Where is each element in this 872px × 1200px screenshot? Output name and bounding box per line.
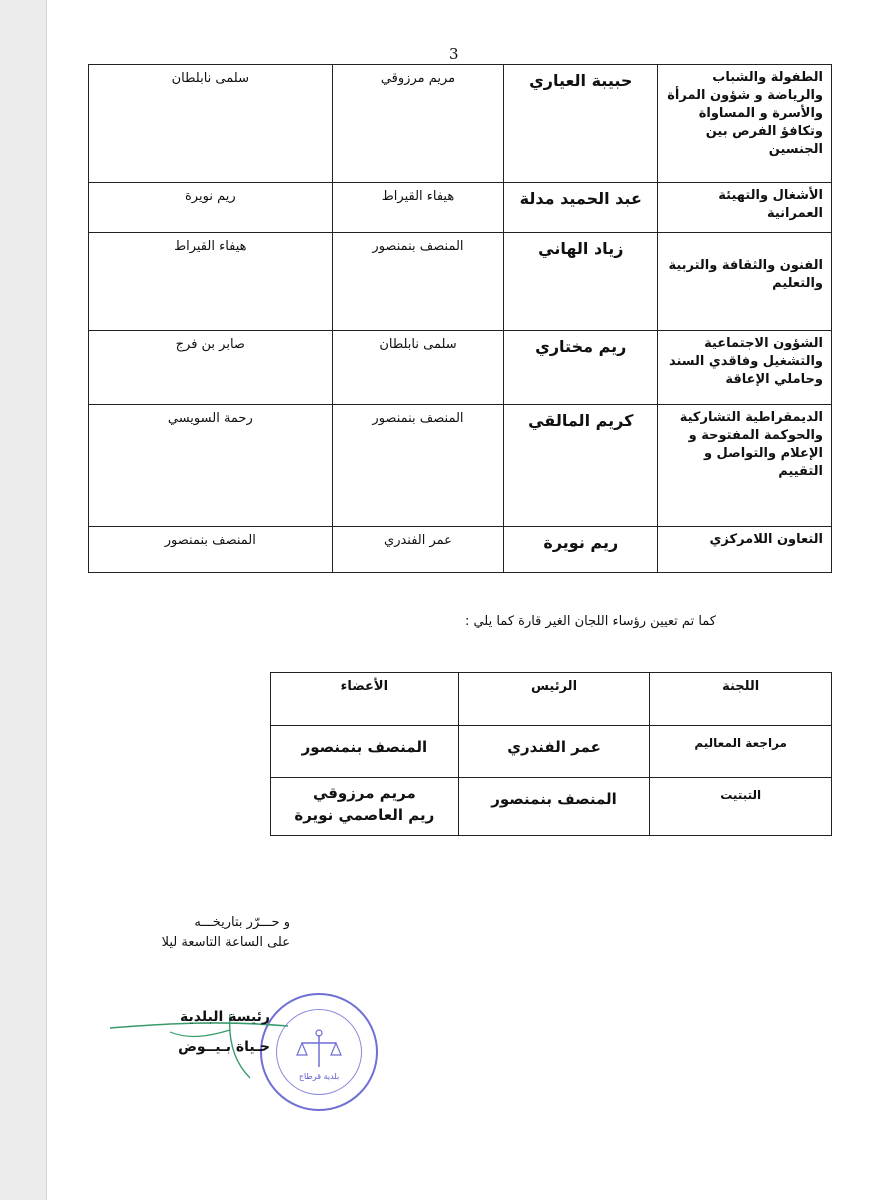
committee-member: المنصف بنمنصور — [89, 527, 333, 573]
committee-member: المنصف بنمنصور — [271, 726, 459, 778]
signer-title: رئيسة البلدية — [180, 1009, 270, 1025]
committee-chair: ريم نويرة — [504, 527, 658, 573]
committee-member: سلمى نابلطان — [89, 65, 333, 183]
committee-member: سلمى نابلطان — [332, 331, 504, 405]
committee-chair: ريم مختاري — [504, 331, 658, 405]
committee-member: المنصف بنمنصور — [332, 233, 504, 331]
table-row — [89, 527, 832, 573]
signature-block — [148, 1002, 270, 1062]
committee-chair: عبد الحميد مدلة — [504, 183, 658, 233]
closing-line: و حـــرّر بتاريخـــه — [194, 915, 290, 930]
temporary-committees-table — [270, 672, 832, 836]
committee-chair: زياد الهاني — [504, 233, 658, 331]
committee-chair: المنصف بنمنصور — [458, 778, 650, 836]
committee-member: هيفاء القيراط — [89, 233, 333, 331]
committee-name: الأشغال والتهيئة العمرانية — [658, 183, 832, 233]
committee-members — [271, 778, 459, 836]
temporary-committees-intro: كما تم تعيين رؤساء اللجان الغير قارة كما يلي : — [464, 614, 716, 629]
committee-name: الديمقراطية التشاركية والحوكمة المفتوحة و الإعلام والتواصل و التقييم — [658, 405, 832, 527]
committee-chair: كريم المالقي — [504, 405, 658, 527]
committee-member: عمر الفندري — [332, 527, 504, 573]
table-row — [89, 65, 832, 183]
committee-name: التبتيت — [650, 778, 832, 836]
table-row — [89, 405, 832, 527]
header-chair: الرئيس — [458, 673, 650, 726]
committee-member: المنصف بنمنصور — [332, 405, 504, 527]
closing-note — [140, 913, 290, 953]
table-row — [89, 183, 832, 233]
committee-name: الطفولة والشباب والرياضة و شؤون المرأة والأسرة و المساواة وتكافؤ الفرص بين الجنسين — [658, 65, 832, 183]
committee-member: صابر بن فرج — [89, 331, 333, 405]
committee-name: التعاون اللامركزي — [658, 527, 832, 573]
table-row — [271, 726, 832, 778]
committee-chair: حبيبة العياري — [504, 65, 658, 183]
stamp-text — [292, 1071, 346, 1082]
scan-margin — [0, 0, 47, 1200]
committee-chair: عمر الفندري — [458, 726, 650, 778]
committee-name: الفنون والثقافة والتربية والتعليم — [658, 233, 832, 331]
committee-member: مريم مرزوقي — [312, 784, 416, 802]
committee-member: ريم العاصمي نويرة — [294, 806, 435, 824]
header-committee: اللجنة — [650, 673, 832, 726]
committee-name: الشؤون الاجتماعية والتشغيل وفاقدي السند وحاملي الإعاقة — [658, 331, 832, 405]
table-header-row — [271, 673, 832, 726]
closing-line: على الساعة التاسعة ليلا — [161, 935, 290, 950]
committee-member: رحمة السويسي — [89, 405, 333, 527]
stamp-municipality: بلدية قرطاج — [298, 1072, 340, 1081]
table-row — [271, 778, 832, 836]
committee-member: ريم نويرة — [89, 183, 333, 233]
table-row — [89, 233, 832, 331]
header-members: الأعضاء — [271, 673, 459, 726]
committee-name: مراجعة المعاليم — [650, 726, 832, 778]
table-row — [89, 331, 832, 405]
committee-member: هيفاء القيراط — [332, 183, 504, 233]
page-number: 3 — [449, 45, 459, 63]
standing-committees-table — [88, 64, 832, 573]
committee-member: مريم مرزوقي — [332, 65, 504, 183]
signer-name: حـياة بـيــوض — [178, 1039, 270, 1055]
